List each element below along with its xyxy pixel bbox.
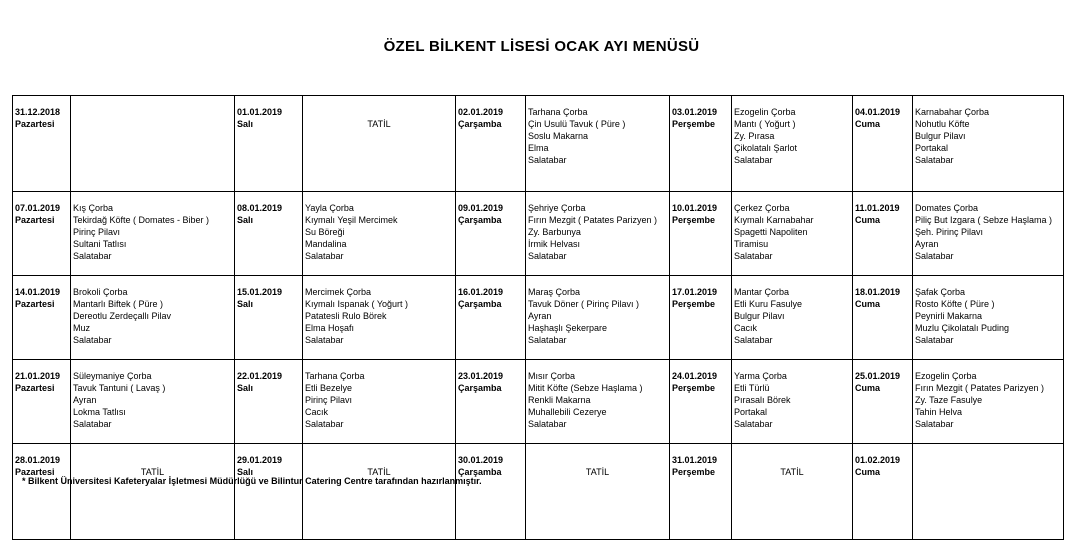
menu-cell bbox=[732, 276, 853, 360]
date-cell bbox=[456, 444, 526, 540]
menu-item: Çin Usulü Tavuk ( Püre ) bbox=[528, 118, 626, 129]
menu-item: Mercimek Çorba bbox=[305, 287, 372, 297]
menu-item: Salatabar bbox=[73, 418, 112, 429]
menu-item: Tarhana Çorba bbox=[305, 371, 365, 381]
menu-item: Mantar Çorba bbox=[734, 287, 790, 297]
menu-item: Dereotlu Zerdeçallı Pilav bbox=[73, 310, 172, 321]
date-label: 01.01.2019 bbox=[237, 107, 283, 117]
date-cell bbox=[456, 360, 526, 444]
menu-item: Salatabar bbox=[305, 418, 344, 429]
menu-item: Zy. Taze Fasulye bbox=[915, 394, 983, 405]
menu-item: Lokma Tatlısı bbox=[73, 406, 126, 417]
menu-item: Mandalina bbox=[305, 238, 347, 249]
menu-item: Su Böreği bbox=[305, 226, 345, 237]
date-label: 31.12.2018 bbox=[15, 107, 61, 117]
footer-note: * Bilkent Üniversitesi Kafeteryalar İşletmesi Müdürlüğü ve Bilintur Catering Centre tarafından hazırlanmıştır. bbox=[22, 476, 482, 486]
weekday-label: Pazartesi bbox=[15, 466, 55, 477]
date-label: 21.01.2019 bbox=[15, 371, 61, 381]
date-label: 16.01.2019 bbox=[458, 287, 504, 297]
menu-item: Tavuk Tantuni ( Lavaş ) bbox=[73, 382, 166, 393]
holiday-label: TATİL bbox=[780, 467, 804, 477]
menu-item: Kıymalı Karnabahar bbox=[734, 214, 814, 225]
menu-item: Salatabar bbox=[528, 418, 567, 429]
menu-item: Kıymalı Ispanak ( Yoğurt ) bbox=[305, 298, 409, 309]
menu-item: Salatabar bbox=[734, 154, 773, 165]
menu-item: Salatabar bbox=[528, 154, 567, 165]
menu-item: Salatabar bbox=[305, 250, 344, 261]
menu-item: Salatabar bbox=[73, 334, 112, 345]
week-row bbox=[13, 444, 1064, 540]
date-cell bbox=[853, 96, 913, 192]
menu-item: Çerkez Çorba bbox=[734, 203, 790, 213]
date-label: 14.01.2019 bbox=[15, 287, 61, 297]
date-label: 10.01.2019 bbox=[672, 203, 718, 213]
menu-cell bbox=[71, 276, 235, 360]
menu-cell bbox=[303, 276, 456, 360]
menu-item: Ayran bbox=[73, 394, 97, 405]
week-row bbox=[13, 96, 1064, 192]
date-label: 23.01.2019 bbox=[458, 371, 504, 381]
menu-item: Ezogelin Çorba bbox=[734, 107, 796, 117]
weekday-label: Çarşamba bbox=[458, 466, 502, 477]
menu-item: Peynirli Makarna bbox=[915, 310, 983, 321]
menu-item: Salatabar bbox=[734, 418, 773, 429]
menu-item: Cacık bbox=[734, 322, 758, 333]
menu-item: Mitit Köfte (Sebze Haşlama ) bbox=[528, 382, 643, 393]
menu-item: Fırın Mezgit ( Patates Parizyen ) bbox=[915, 382, 1045, 393]
weekday-label: Perşembe bbox=[672, 214, 716, 225]
weekday-label: Perşembe bbox=[672, 118, 716, 129]
menu-item: Mantarlı Biftek ( Püre ) bbox=[73, 298, 164, 309]
menu-item: Muzlu Çikolatalı Puding bbox=[915, 322, 1010, 333]
date-cell bbox=[13, 360, 71, 444]
weekday-label: Cuma bbox=[855, 118, 881, 129]
weekday-label: Çarşamba bbox=[458, 214, 502, 225]
holiday-label: TATİL bbox=[140, 467, 165, 477]
menu-item: Süleymaniye Çorba bbox=[73, 371, 152, 381]
date-cell bbox=[456, 96, 526, 192]
date-label: 25.01.2019 bbox=[855, 371, 901, 381]
menu-item: Tiramisu bbox=[734, 238, 769, 249]
holiday-label: TATİL bbox=[585, 467, 610, 477]
holiday-cell bbox=[732, 444, 853, 540]
menu-item: Cacık bbox=[305, 406, 329, 417]
menu-cell bbox=[913, 444, 1064, 540]
menu-item: Salatabar bbox=[734, 250, 773, 261]
menu-item: Sultani Tatlısı bbox=[73, 238, 127, 249]
menu-item: Patatesli Rulo Börek bbox=[305, 310, 387, 321]
date-cell bbox=[853, 192, 913, 276]
menu-item: Yarma Çorba bbox=[734, 371, 787, 381]
menu-cell bbox=[303, 360, 456, 444]
menu-item: Salatabar bbox=[305, 334, 344, 345]
menu-item: Şehriye Çorba bbox=[528, 203, 586, 213]
menu-cell bbox=[526, 360, 670, 444]
weekday-label: Perşembe bbox=[672, 466, 716, 477]
menu-item: İrmik Helvası bbox=[528, 238, 581, 249]
date-cell bbox=[235, 192, 303, 276]
menu-item: Salatabar bbox=[915, 154, 954, 165]
menu-item: Mantı ( Yoğurt ) bbox=[734, 118, 796, 129]
menu-item: Şeh. Pirinç Pilavı bbox=[915, 226, 984, 237]
menu-item: Nohutlu Köfte bbox=[915, 118, 970, 129]
date-cell bbox=[13, 96, 71, 192]
menu-item: Etli Türlü bbox=[734, 382, 770, 393]
menu-cell bbox=[71, 360, 235, 444]
weekday-label: Cuma bbox=[855, 466, 881, 477]
menu-item: Fırın Mezgit ( Patates Parizyen ) bbox=[528, 214, 658, 225]
menu-item: Salatabar bbox=[528, 334, 567, 345]
date-cell bbox=[13, 444, 71, 540]
weekday-label: Cuma bbox=[855, 214, 881, 225]
menu-item: Piliç But Izgara ( Sebze Haşlama ) bbox=[915, 214, 1053, 225]
menu-item: Çikolatalı Şarlot bbox=[734, 142, 798, 153]
menu-item: Şafak Çorba bbox=[915, 287, 966, 297]
menu-cell bbox=[526, 192, 670, 276]
date-cell bbox=[670, 192, 732, 276]
holiday-cell bbox=[71, 444, 235, 540]
menu-item: Ayran bbox=[528, 310, 552, 321]
weekday-label: Cuma bbox=[855, 382, 881, 393]
menu-table bbox=[12, 95, 1064, 540]
date-label: 04.01.2019 bbox=[855, 107, 901, 117]
menu-item: Salatabar bbox=[915, 418, 954, 429]
weekday-label: Salı bbox=[237, 214, 254, 225]
menu-item: Muz bbox=[73, 322, 91, 333]
menu-item: Rosto Köfte ( Püre ) bbox=[915, 298, 995, 309]
menu-cell bbox=[526, 276, 670, 360]
menu-item: Yayla Çorba bbox=[305, 203, 354, 213]
menu-item: Salatabar bbox=[915, 334, 954, 345]
menu-item: Elma Hoşafı bbox=[305, 322, 355, 333]
menu-item: Bulgur Pilavı bbox=[734, 310, 785, 321]
menu-item: Salatabar bbox=[734, 334, 773, 345]
menu-item: Domates Çorba bbox=[915, 203, 979, 213]
menu-item: Renkli Makarna bbox=[528, 394, 591, 405]
menu-item: Haşhaşlı Şekerpare bbox=[528, 322, 608, 333]
menu-item: Maraş Çorba bbox=[528, 287, 581, 297]
menu-item: Portakal bbox=[734, 406, 768, 417]
holiday-cell bbox=[303, 96, 456, 192]
menu-item: Mısır Çorba bbox=[528, 371, 576, 381]
date-cell bbox=[235, 360, 303, 444]
menu-cell bbox=[732, 360, 853, 444]
date-cell bbox=[853, 360, 913, 444]
menu-item: Spagetti Napoliten bbox=[734, 226, 808, 237]
menu-item: Tekirdağ Köfte ( Domates - Biber ) bbox=[73, 214, 210, 225]
menu-item: Muhallebili Cezerye bbox=[528, 406, 607, 417]
holiday-cell bbox=[526, 444, 670, 540]
menu-cell bbox=[913, 360, 1064, 444]
menu-item: Elma bbox=[528, 142, 549, 153]
date-cell bbox=[235, 444, 303, 540]
date-label: 30.01.2019 bbox=[458, 455, 504, 465]
menu-item: Etli Kuru Fasulye bbox=[734, 298, 803, 309]
date-label: 22.01.2019 bbox=[237, 371, 283, 381]
date-label: 11.01.2019 bbox=[855, 203, 900, 213]
date-label: 02.01.2019 bbox=[458, 107, 504, 117]
weekday-label: Çarşamba bbox=[458, 118, 502, 129]
weekday-label: Pazartesi bbox=[15, 382, 55, 393]
page-title: ÖZEL BİLKENT LİSESİ OCAK AYI MENÜSÜ bbox=[383, 38, 700, 55]
menu-item: Tahin Helva bbox=[915, 406, 963, 417]
menu-item: Pırasalı Börek bbox=[734, 394, 791, 405]
menu-cell bbox=[913, 192, 1064, 276]
date-label: 24.01.2019 bbox=[672, 371, 718, 381]
date-label: 03.01.2019 bbox=[672, 107, 718, 117]
weekday-label: Salı bbox=[237, 118, 254, 129]
date-cell bbox=[670, 96, 732, 192]
menu-item: Pirinç Pilavı bbox=[73, 226, 121, 237]
menu-item: Etli Bezelye bbox=[305, 382, 353, 393]
menu-item: Zy. Pırasa bbox=[734, 130, 775, 141]
weekday-label: Salı bbox=[237, 298, 254, 309]
menu-item: Zy. Barbunya bbox=[528, 226, 581, 237]
date-label: 08.01.2019 bbox=[237, 203, 283, 213]
menu-item: Bulgur Pilavı bbox=[915, 130, 966, 141]
weekday-label: Çarşamba bbox=[458, 298, 502, 309]
date-label: 17.01.2019 bbox=[672, 287, 718, 297]
holiday-cell bbox=[303, 444, 456, 540]
date-label: 01.02.2019 bbox=[855, 455, 901, 465]
menu-cell bbox=[732, 96, 853, 192]
menu-cell bbox=[913, 96, 1064, 192]
date-label: 15.01.2019 bbox=[237, 287, 283, 297]
menu-item: Soslu Makarna bbox=[528, 130, 589, 141]
date-cell bbox=[235, 96, 303, 192]
menu-item: Salatabar bbox=[73, 250, 112, 261]
weekday-label: Salı bbox=[237, 466, 254, 477]
menu-item: Portakal bbox=[915, 142, 949, 153]
menu-item: Brokoli Çorba bbox=[73, 287, 128, 297]
menu-item: Ezogelin Çorba bbox=[915, 371, 977, 381]
date-cell bbox=[456, 192, 526, 276]
menu-cell bbox=[303, 192, 456, 276]
menu-item: Ayran bbox=[915, 238, 939, 249]
holiday-label: TATİL bbox=[367, 119, 391, 129]
menu-cell bbox=[71, 192, 235, 276]
date-label: 07.01.2019 bbox=[15, 203, 61, 213]
menu-item: Tarhana Çorba bbox=[528, 107, 588, 117]
weekday-label: Perşembe bbox=[672, 298, 716, 309]
menu-cell bbox=[732, 192, 853, 276]
menu-cell bbox=[71, 96, 235, 192]
weekday-label: Pazartesi bbox=[15, 214, 55, 225]
date-cell bbox=[670, 276, 732, 360]
date-cell bbox=[456, 276, 526, 360]
weekday-label: Salı bbox=[237, 382, 254, 393]
menu-item: Kıymalı Yeşil Mercimek bbox=[305, 214, 398, 225]
date-cell bbox=[853, 444, 913, 540]
menu-cell bbox=[913, 276, 1064, 360]
menu-item: Pirinç Pilavı bbox=[305, 394, 353, 405]
date-cell bbox=[670, 360, 732, 444]
weekday-label: Çarşamba bbox=[458, 382, 502, 393]
weekday-label: Cuma bbox=[855, 298, 881, 309]
menu-item: Kış Çorba bbox=[73, 203, 114, 213]
date-cell bbox=[235, 276, 303, 360]
menu-cell bbox=[526, 96, 670, 192]
menu-item: Salatabar bbox=[915, 250, 954, 261]
week-row bbox=[13, 192, 1064, 276]
date-label: 31.01.2019 bbox=[672, 455, 718, 465]
weekday-label: Pazartesi bbox=[15, 118, 55, 129]
weekday-label: Pazartesi bbox=[15, 298, 55, 309]
date-label: 28.01.2019 bbox=[15, 455, 61, 465]
menu-item: Salatabar bbox=[528, 250, 567, 261]
menu-table-body bbox=[13, 96, 1064, 540]
holiday-label: TATİL bbox=[367, 467, 391, 477]
menu-item: Karnabahar Çorba bbox=[915, 107, 990, 117]
week-row bbox=[13, 276, 1064, 360]
week-row bbox=[13, 360, 1064, 444]
weekday-label: Perşembe bbox=[672, 382, 716, 393]
date-label: 18.01.2019 bbox=[855, 287, 901, 297]
date-label: 29.01.2019 bbox=[237, 455, 283, 465]
date-cell bbox=[670, 444, 732, 540]
date-cell bbox=[853, 276, 913, 360]
menu-item: Tavuk Döner ( Pirinç Pilavı ) bbox=[528, 298, 640, 309]
date-cell bbox=[13, 276, 71, 360]
date-cell bbox=[13, 192, 71, 276]
date-label: 09.01.2019 bbox=[458, 203, 504, 213]
